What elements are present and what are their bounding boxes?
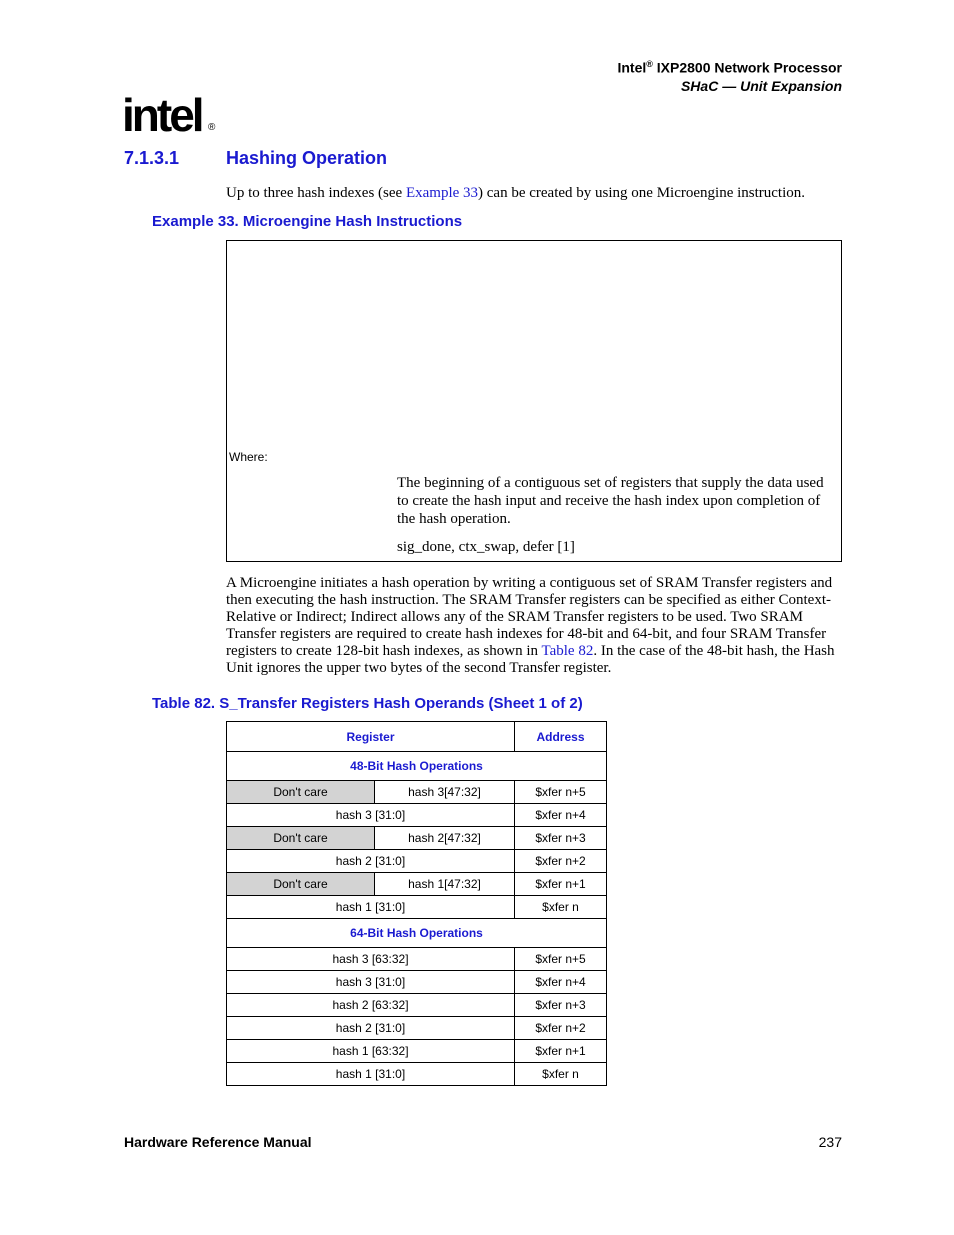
intel-logo bbox=[122, 89, 222, 141]
address-cell: $xfer n bbox=[515, 1063, 607, 1086]
address-cell: $xfer n+3 bbox=[515, 827, 607, 850]
operand-description: The beginning of a contiguous set of registers that supply the data used to create the hash input and receive the hash index upon completion of the hash operation. bbox=[397, 475, 824, 527]
register-cell: hash 3 [63:32] bbox=[227, 948, 515, 971]
page-number: 237 bbox=[818, 1134, 842, 1150]
table-row bbox=[227, 1017, 607, 1040]
register-cell: hash 3 [31:0] bbox=[227, 971, 515, 994]
section-number: 7.1.3.1 bbox=[124, 148, 180, 168]
table-row bbox=[227, 1063, 607, 1086]
group-48-label: 48-Bit Hash Operations bbox=[227, 752, 607, 781]
body-paragraph: A Microengine initiates a hash operation by writing a contiguous set of SRAM Transfer registers and then executing the hash instruction. The SRAM Transfer registers can be specified as either Context-Relative or Indirect; Indirect allows any of the SRAM Transfer registers to be used. Two SRAM Transfer registers are required to create hash indexes for 48-bit and 64-bit, and four SRAM Transfer registers to create 128-bit hash indexes, as shown in Table 82. In the case of the 48-bit hash, the Hash Unit ignores the upper two bytes of the second Transfer register. bbox=[226, 575, 835, 676]
example-33-link[interactable]: Example 33 bbox=[405, 185, 479, 201]
hash-operands-table bbox=[226, 721, 607, 1086]
dont-care-cell: Don't care bbox=[227, 781, 375, 804]
table-row bbox=[227, 781, 607, 804]
address-cell: $xfer n+2 bbox=[515, 1017, 607, 1040]
table-caption: Table 82. S_Transfer Registers Hash Operands (Sheet 1 of 2) bbox=[152, 695, 583, 712]
register-cell: hash 2[47:32] bbox=[375, 827, 515, 850]
section-title: Hashing Operation bbox=[226, 148, 388, 168]
register-cell: hash 1 [31:0] bbox=[227, 896, 515, 919]
address-cell: $xfer n+1 bbox=[515, 1040, 607, 1063]
token-description: sig_done, ctx_swap, defer [1] bbox=[397, 539, 575, 555]
register-cell: hash 2 [63:32] bbox=[227, 994, 515, 1017]
logo-wordmark: intel bbox=[122, 89, 202, 141]
register-cell: hash 1 [63:32] bbox=[227, 1040, 515, 1063]
address-cell: $xfer n+5 bbox=[515, 781, 607, 804]
logo-registered-mark: ® bbox=[208, 122, 216, 133]
header-product: Intel® IXP2800 Network Processor bbox=[617, 59, 842, 76]
register-cell: hash 3[47:32] bbox=[375, 781, 515, 804]
table-row bbox=[227, 971, 607, 994]
dont-care-cell: Don't care bbox=[227, 827, 375, 850]
address-cell: $xfer n+1 bbox=[515, 873, 607, 896]
address-cell: $xfer n+4 bbox=[515, 804, 607, 827]
footer-title: Hardware Reference Manual bbox=[124, 1134, 312, 1150]
intro-paragraph: Up to three hash indexes (see Example 33) can be created by using one Microengine instruction. bbox=[226, 185, 806, 201]
address-cell: $xfer n+4 bbox=[515, 971, 607, 994]
table-row bbox=[227, 948, 607, 971]
table-row bbox=[227, 994, 607, 1017]
address-cell: $xfer n+5 bbox=[515, 948, 607, 971]
header-register: Register bbox=[227, 722, 515, 752]
address-cell: $xfer n bbox=[515, 896, 607, 919]
header-address: Address bbox=[515, 722, 607, 752]
group-row-48 bbox=[227, 752, 607, 781]
address-cell: $xfer n+2 bbox=[515, 850, 607, 873]
register-cell: hash 1[47:32] bbox=[375, 873, 515, 896]
where-label: Where: bbox=[229, 450, 268, 464]
table-row bbox=[227, 1040, 607, 1063]
register-cell: hash 1 [31:0] bbox=[227, 1063, 515, 1086]
table-row bbox=[227, 827, 607, 850]
dont-care-cell: Don't care bbox=[227, 873, 375, 896]
table-82-link[interactable]: Table 82 bbox=[541, 643, 594, 659]
table-header-row bbox=[227, 722, 607, 752]
group-64-label: 64-Bit Hash Operations bbox=[227, 919, 607, 948]
example-caption: Example 33. Microengine Hash Instructions bbox=[152, 213, 463, 230]
register-cell: hash 2 [31:0] bbox=[227, 850, 515, 873]
table-row bbox=[227, 850, 607, 873]
table-row bbox=[227, 804, 607, 827]
group-row-64 bbox=[227, 919, 607, 948]
table-row bbox=[227, 873, 607, 896]
register-cell: hash 2 [31:0] bbox=[227, 1017, 515, 1040]
register-cell: hash 3 [31:0] bbox=[227, 804, 515, 827]
table-row bbox=[227, 896, 607, 919]
address-cell: $xfer n+3 bbox=[515, 994, 607, 1017]
header-chapter: SHaC — Unit Expansion bbox=[680, 78, 842, 94]
